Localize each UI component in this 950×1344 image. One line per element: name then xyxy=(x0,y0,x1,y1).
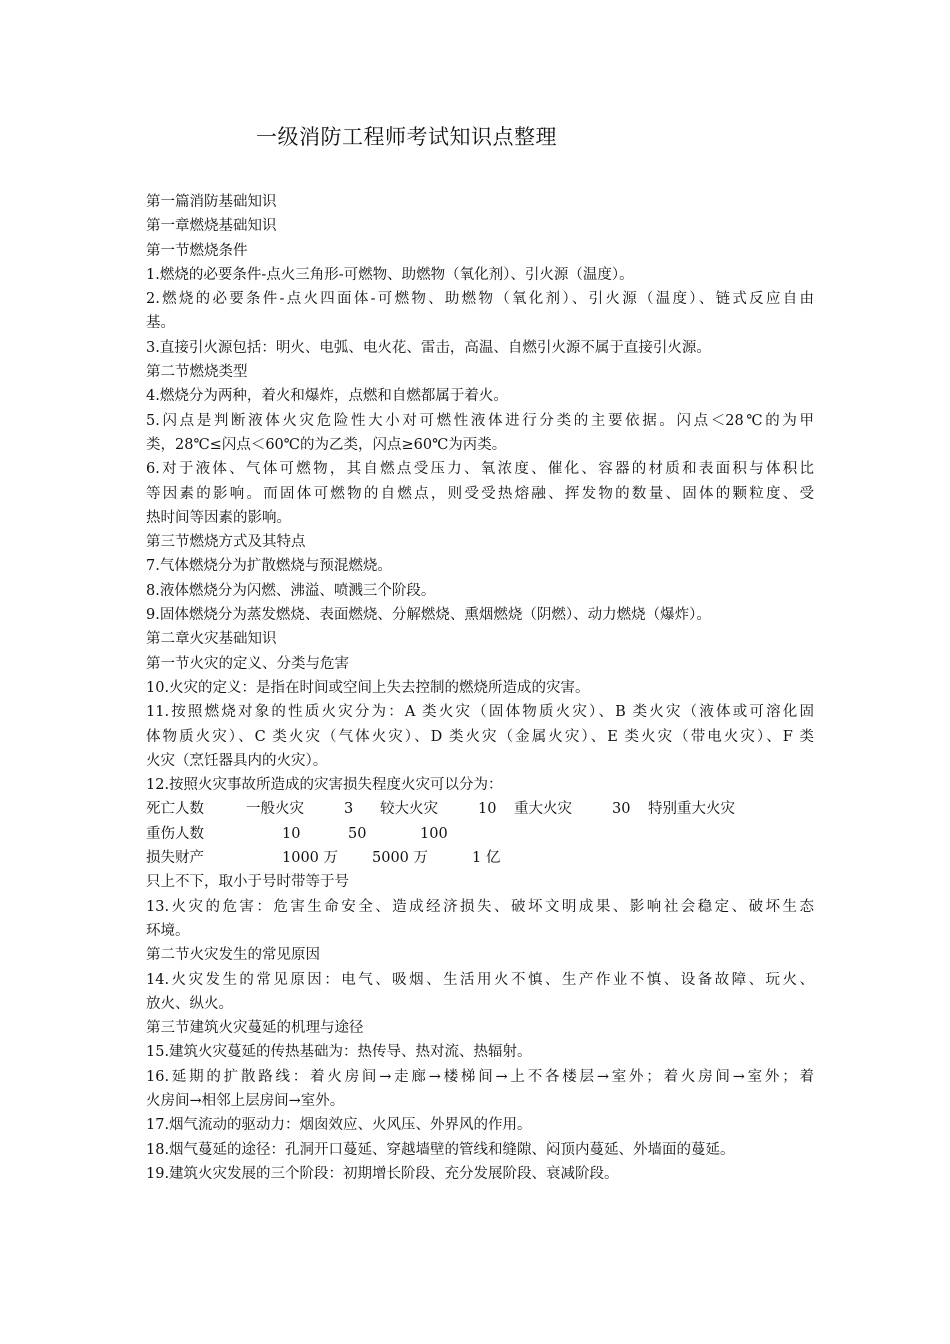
heading-chapter-1: 第一章燃烧基础知识 xyxy=(146,218,277,235)
table-cell: 1 亿 xyxy=(472,850,501,867)
heading-section-3b: 第三节建筑火灾蔓延的机理与途径 xyxy=(146,1020,364,1037)
table-cell: 30 xyxy=(612,801,631,818)
paragraph-line: 4.燃烧分为两种，着火和爆炸，点燃和自燃都属于着火。 xyxy=(146,388,508,405)
heading-section-2b: 第二节火灾发生的常见原因 xyxy=(146,947,320,964)
paragraph-line: 17.烟气流动的驱动力：烟囱效应、火风压、外界风的作用。 xyxy=(146,1117,532,1134)
paragraph-line: 13.火灾的危害：危害生命安全、造成经济损失、破坏文明成果、影响社会稳定、破坏生态 xyxy=(146,898,814,915)
heading-section-2: 第二节燃烧类型 xyxy=(146,364,248,381)
table-cell: 10 xyxy=(282,825,301,842)
table-cell: 较大火灾 xyxy=(380,801,438,818)
table-row-deaths xyxy=(146,797,814,821)
document-body xyxy=(146,190,814,1186)
paragraph-line: 12.按照火灾事故所造成的灾害损失程度火灾可以分为： xyxy=(146,777,503,794)
paragraph-line: 19.建筑火灾发展的三个阶段：初期增长阶段、充分发展阶段、衰减阶段。 xyxy=(146,1165,619,1182)
paragraph-line: 环境。 xyxy=(146,922,190,939)
table-cell: 50 xyxy=(348,825,367,842)
paragraph-line: 15.建筑火灾蔓延的传热基础为：热传导、热对流、热辐射。 xyxy=(146,1044,532,1061)
paragraph-line: 14.火灾发生的常见原因：电气、吸烟、生活用火不慎、生产作业不慎、设备故障、玩火、 xyxy=(146,971,814,988)
paragraph-line: 放火、纵火。 xyxy=(146,995,233,1012)
table-cell: 一般火灾 xyxy=(246,801,304,818)
paragraph-line: 9.固体燃烧分为蒸发燃烧、表面燃烧、分解燃烧、熏烟燃烧（阴燃）、动力燃烧（爆炸）。 xyxy=(146,607,711,624)
table-cell: 重伤人数 xyxy=(146,825,204,842)
paragraph-line: 热时间等因素的影响。 xyxy=(146,509,291,526)
paragraph-line: 18.烟气蔓延的途径：孔洞开口蔓延、穿越墙壁的管线和缝隙、闷顶内蔓延、外墙面的蔓延。 xyxy=(146,1141,735,1158)
table-cell: 特别重大火灾 xyxy=(648,801,735,818)
table-cell: 3 xyxy=(344,801,354,818)
paragraph-line: 火灾（烹饪器具内的火灾）。 xyxy=(146,752,328,769)
paragraph-line: 11.按照燃烧对象的性质火灾分为：A 类火灾（固体物质火灾）、B 类火灾（液体或可溶化固 xyxy=(146,704,814,721)
paragraph-line: 8.液体燃烧分为闪燃、沸溢、喷溅三个阶段。 xyxy=(146,582,436,599)
table-cell: 5000 万 xyxy=(372,850,429,867)
table-row-injuries xyxy=(146,822,814,846)
paragraph-line: 3.直接引火源包括：明火、电弧、电火花、雷击，高温、自燃引火源不属于直接引火源。 xyxy=(146,339,711,356)
table-cell: 损失财产 xyxy=(146,850,204,867)
table-cell: 100 xyxy=(420,825,448,842)
paragraph-line: 7.气体燃烧分为扩散燃烧与预混燃烧。 xyxy=(146,558,392,575)
table-cell: 死亡人数 xyxy=(146,801,204,818)
document-title: 一级消防工程师考试知识点整理 xyxy=(256,125,557,149)
table-cell: 1000 万 xyxy=(282,850,339,867)
table-row-property-loss xyxy=(146,846,814,870)
paragraph-line: 等因素的影响。而固体可燃物的自燃点，则受受热熔融、挥发物的数量、固体的颗粒度、受 xyxy=(146,485,814,502)
paragraph-line: 火房间→相邻上层房间→室外。 xyxy=(146,1092,345,1109)
paragraph-line: 基。 xyxy=(146,315,175,332)
paragraph-line: 5.闪点是判断液体火灾危险性大小对可燃性液体进行分类的主要依据。闪点＜28℃的为甲 xyxy=(146,412,814,429)
table-cell: 10 xyxy=(478,801,497,818)
paragraph-line: 只上不下，取小于号时带等于号 xyxy=(146,874,349,891)
heading-section-1: 第一节燃烧条件 xyxy=(146,242,248,259)
paragraph-line: 体物质火灾）、C 类火灾（气体火灾）、D 类火灾（金属火灾）、E 类火灾（带电火灾）、F 类 xyxy=(146,728,814,745)
paragraph-line: 6.对于液体、气体可燃物，其自燃点受压力、氧浓度、催化、容器的材质和表面积与体积比 xyxy=(146,461,814,478)
heading-chapter-2: 第二章火灾基础知识 xyxy=(146,631,277,648)
paragraph-line: 10.火灾的定义：是指在时间或空间上失去控制的燃烧所造成的灾害。 xyxy=(146,679,590,696)
paragraph-line: 类，28℃≤闪点＜60℃的为乙类，闪点≥60℃为丙类。 xyxy=(146,436,507,453)
paragraph-line: 16.延期的扩散路线：着火房间→走廊→楼梯间→上不各楼层→室外；着火房间→室外；着 xyxy=(146,1068,814,1085)
paragraph-line: 2.燃烧的必要条件-点火四面体-可燃物、助燃物（氧化剂）、引火源（温度）、链式反应自由 xyxy=(146,291,814,308)
heading-section-1b: 第一节火灾的定义、分类与危害 xyxy=(146,655,349,672)
heading-part-1: 第一篇消防基础知识 xyxy=(146,194,277,210)
heading-section-3: 第三节燃烧方式及其特点 xyxy=(146,534,306,551)
paragraph-line: 1.燃烧的必要条件-点火三角形-可燃物、助燃物（氧化剂）、引火源（温度）。 xyxy=(146,266,634,283)
table-cell: 重大火灾 xyxy=(514,801,572,818)
